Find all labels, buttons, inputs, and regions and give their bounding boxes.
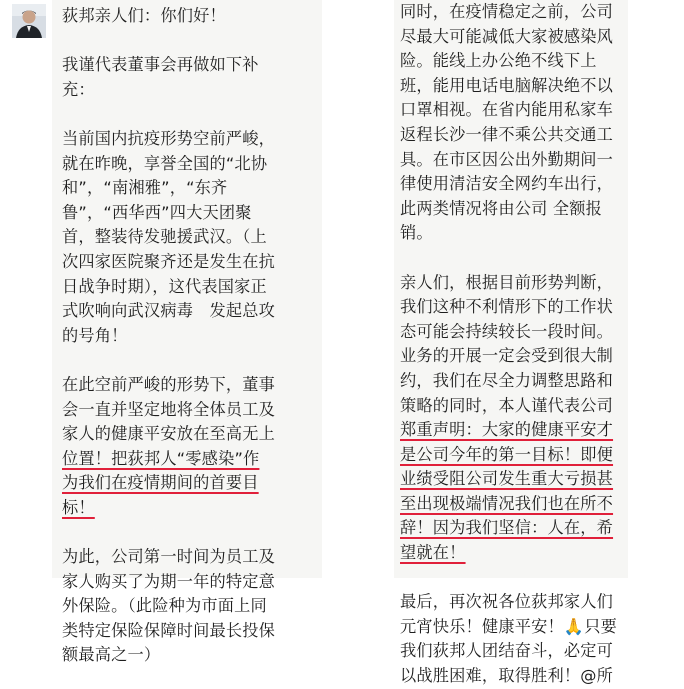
message-line: 会一直并坚定地将全体员工及	[62, 399, 276, 419]
message-line: 我们这种不利情形下的工作状	[400, 297, 614, 317]
situation-paragraph	[62, 127, 314, 348]
message-line: 鲁”，“西华西”四大天团聚	[62, 202, 252, 222]
message-line: 元宵快乐！健康平安！🙏只要	[400, 616, 618, 636]
message-line: 式吹响向武汉病毒 发起总攻	[62, 301, 276, 321]
intro-paragraph	[62, 53, 314, 102]
message-line: 在此空前严峻的形势下，董事	[62, 374, 276, 394]
message-line: 口罩相视。在省内能用私家车	[400, 100, 614, 120]
message-line: 此两类情况将由公司 全额报	[400, 198, 602, 218]
message-line: 充：	[62, 79, 95, 99]
sender-avatar[interactable]	[12, 4, 46, 38]
message-line: 班，能用电话电脑解决绝不以	[400, 75, 614, 95]
message-line: 销。	[400, 223, 433, 243]
message-bubble-left	[52, 0, 322, 665]
message-line: 家人的健康平安放在至高无上	[62, 424, 276, 444]
message-line-underlined: 是公司今年的第一目标！即便	[400, 444, 614, 464]
message-line: 日战争时期），这代表国家正	[62, 276, 267, 296]
message-line: 家人购买了为期一年的特定意	[62, 571, 276, 591]
message-line: 荻邦亲人们：你们好！	[62, 6, 226, 25]
message-bubble-right	[394, 0, 628, 686]
message-line: 我们荻邦人团结奋斗，必定可	[400, 641, 614, 661]
message-line-underlined: 至出现极端情况我们也在所不	[400, 493, 614, 513]
message-line: 额最高之一）	[62, 645, 161, 665]
message-line-underlined: 郑重声明：大家的健康平安才	[400, 420, 614, 440]
message-line-underlined: 位置！把荻邦人“零感染”作	[62, 448, 260, 468]
message-line-underlined: 望就在！	[400, 543, 466, 563]
message-line-underlined: 为我们在疫情期间的首要目	[62, 473, 259, 493]
message-line: 外保险。（此险种为市面上同	[62, 596, 267, 616]
insurance-paragraph	[62, 545, 314, 668]
message-line: 业务的开展一定会受到很大制	[400, 346, 614, 366]
message-line: 类特定保险保障时间最长投保	[62, 620, 276, 640]
message-line: 亲人们，根据目前形势判断，	[400, 272, 614, 292]
message-line-underlined: 辞！因为我们坚信：人在，希	[400, 518, 614, 538]
message-line: 次四家医院聚齐还是发生在抗	[62, 251, 276, 271]
message-line: 返程长沙一律不乘公共交通工	[400, 124, 614, 144]
message-line: 律使用清洁安全网约车出行，	[400, 174, 614, 194]
panel-divider	[336, 0, 346, 578]
statement-paragraph	[400, 271, 622, 566]
message-line: 首，整装待发驰援武汉。（上	[62, 227, 267, 247]
message-line: 以战胜困难，取得胜利！@所	[400, 666, 614, 686]
measures-paragraph	[400, 0, 622, 246]
message-line: 同时，在疫情稳定之前，公司	[400, 2, 614, 21]
message-line: 的号角！	[62, 325, 128, 345]
message-line: 最后，再次祝各位荻邦家人们	[400, 592, 614, 612]
left-chat-panel	[0, 0, 336, 665]
message-line: 我谨代表董事会再做如下补	[62, 55, 259, 75]
person-avatar-icon	[12, 4, 46, 38]
message-line: 和”，“南湘雅”，“东齐	[62, 178, 228, 198]
message-line: 险。能线上办公绝不线下上	[400, 51, 597, 71]
message-line: 当前国内抗疫形势空前严峻，	[62, 128, 276, 148]
message-line-underlined: 标！	[62, 497, 95, 517]
message-line: 具。在市区因公出外勤期间一	[400, 149, 614, 169]
message-line: 为此，公司第一时间为员工及	[62, 547, 276, 567]
message-line: 态可能会持续较长一段时间。	[400, 321, 614, 341]
commitment-paragraph	[62, 373, 314, 521]
greeting-paragraph	[62, 4, 314, 29]
closing-paragraph	[400, 590, 622, 688]
message-line: 约，我们在尽全力调整思路和	[400, 370, 614, 390]
message-line-underlined: 业绩受阻公司发生重大亏损甚	[400, 469, 614, 489]
message-line: 就在昨晚，享誉全国的“北协	[62, 153, 268, 173]
message-line: 策略的同时，本人谨代表公司	[400, 395, 614, 415]
message-line: 尽最大可能减低大家被感染风	[400, 26, 614, 46]
